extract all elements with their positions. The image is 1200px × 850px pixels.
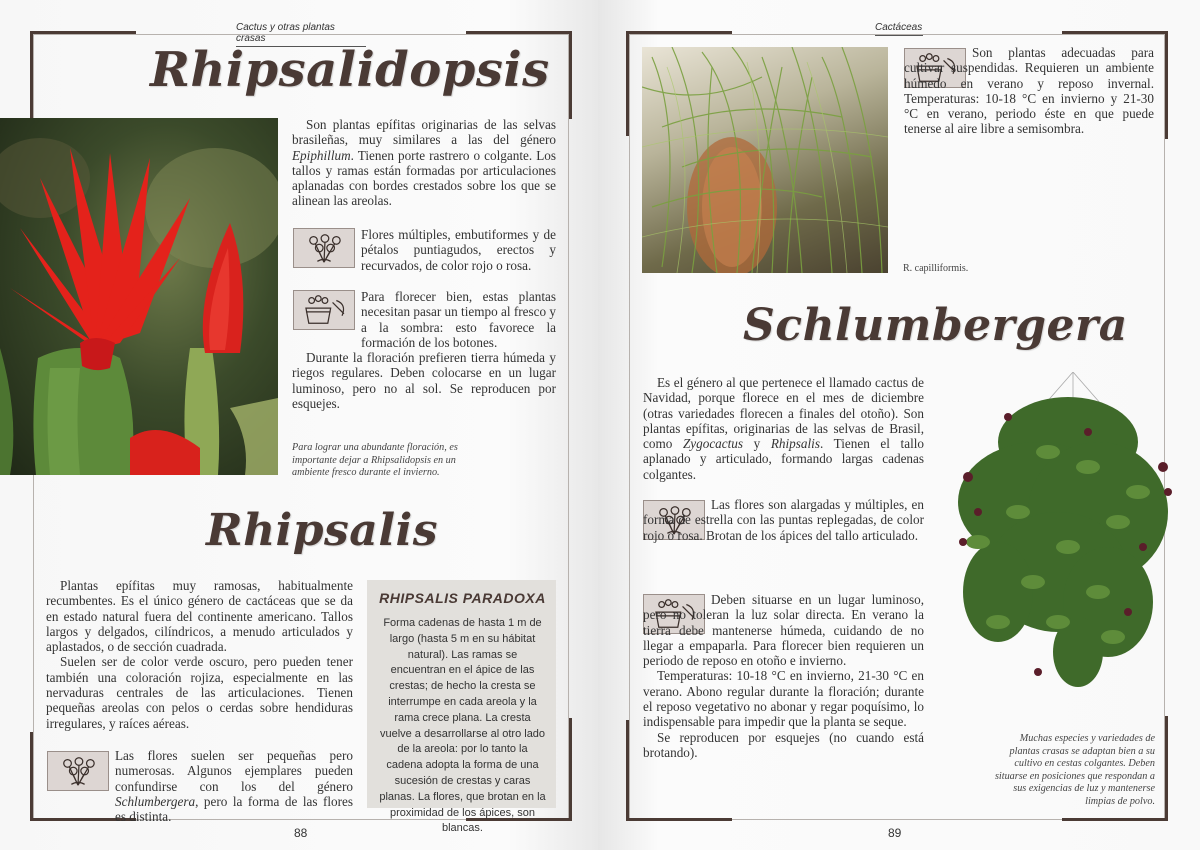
frame-corner bbox=[626, 720, 629, 821]
hanging-plant-illustration bbox=[938, 372, 1178, 702]
capilliformis-caption: R. capilliformis. bbox=[903, 263, 969, 274]
left-page bbox=[0, 0, 598, 850]
rhipsalis-flowers: Las flores suelen ser pequeñas pero numerosas. Algunos ejemplares pueden confundirse con los del género Schlumbergera, pero la forma de las flores es distinta. bbox=[115, 748, 353, 825]
page-number-right: 89 bbox=[888, 826, 902, 840]
watering-can-pot-icon bbox=[293, 290, 355, 330]
rhipsalidopsis-intro bbox=[292, 117, 556, 209]
rhipsalidopsis-care-2: Durante la floración prefieren tierra húmeda y riegos regulares. Deben colocarse en un lugar luminoso, pero no al sol. Se reproducen por esquejes. bbox=[292, 350, 556, 411]
frame-corner bbox=[1165, 31, 1168, 139]
red-flower-illustration bbox=[0, 118, 278, 475]
title-rhipsalidopsis: Rhipsalidopsis bbox=[150, 42, 550, 98]
sidebar-title: RHIPSALIS PARADOXA bbox=[379, 590, 546, 606]
title-schlumbergera: Schlumbergera bbox=[743, 300, 1128, 351]
schlumbergera-care: Deben situarse en un lugar luminoso, pero no toleran la luz solar directa. En verano la tierra debe mantenerse húmeda, cuidando de no llegar a empaparla. Para florecer bien requieren un periodo de reposo en otoño e invierno. Temperaturas: 10-18 °C en invierno, 21-30 °C en verano. Abono regular durante la floración; durante el reposo vegetativo no abonar y regar poquísimo, lo indispensable para impedir que la planta se seque. Se reproducen por esquejes (no cuando está brotando). bbox=[643, 592, 924, 760]
right-page bbox=[598, 0, 1200, 850]
hanging-basket-photo bbox=[938, 372, 1178, 702]
intro-text-cont: . Tienen porte rastrero o colgante. Los tallos y ramas están formadas por articulaciones aplanadas con bordes crestados sobre los que se alinean las areolas. bbox=[292, 147, 556, 209]
rhipsalis-paradoxa-sidebar bbox=[367, 580, 556, 835]
frame-corner bbox=[626, 31, 629, 136]
rhipsalis-description: Plantas epífitas muy ramosas, habitualmente recumbentes. Es el único género de cactáceas que se da en estado natural fuera del continente americano. Tallos largos y delgados, cilíndricos, a menudo articulados y aplastados, o de sección cuadrada. Suelen ser de color verde oscuro, pero pueden tener también una coloración rojiza, especialmente en las nervaduras centrales de las articulaciones. Tienen pequeñas areolas con pelos o cerdas sobre hendiduras irregulares, y raíces aéreas. bbox=[46, 578, 353, 731]
rhipsalidopsis-photo bbox=[0, 118, 278, 475]
hanging-stems-illustration bbox=[642, 47, 888, 273]
frame-corner bbox=[626, 31, 732, 34]
intro-genus: Epiphillum bbox=[292, 147, 351, 163]
rhipsalis-care: Son plantas adecuadas para cultivar suspendidas. Requieren un ambiente húmedo en verano y reposo invernal. Temperaturas: 10-18 °C en invierno y 21-30 °C en verano, periodo éste en que puede tenerse al aire libre a semisombra. bbox=[904, 45, 1154, 137]
frame-corner bbox=[466, 31, 572, 34]
sidebar-text: Forma cadenas de hasta 1 m de largo (hasta 5 m en su hábitat natural). Las ramas se encuentran en el ápice de las crestas; de hecho la cresta se interrumpe en cada areola y la rama crece plana. La cresta vuelve a desarrollarse al otro lado de la areola: por lo tanto la cadena adopta la forma de una sucesión de crestas y caras planas. La flores, que brotan en la proximidad de los ápices, son blancas. bbox=[379, 617, 546, 835]
frame-corner bbox=[1165, 716, 1168, 821]
hanging-basket-caption: Muchas especies y variedades de plantas crasas se adaptan bien a su cultivo en cestas colgantes. Deben situarse en posiciones que respondan a sus exigencias de luz y mantenerse limpias de polvo. bbox=[994, 733, 1155, 807]
rhipsalidopsis-care-1: Para florecer bien, estas plantas necesitan pasar un tiempo al fresco y a la sombra: esto favorece la formación de los botones. bbox=[361, 289, 556, 350]
rhipsalidopsis-flowers: Flores múltiples, embutiformes y de pétalos puntiagudos, erectos y recurvados, de color rojo o rosa. bbox=[361, 227, 556, 273]
frame-corner bbox=[569, 31, 572, 119]
frame-corner bbox=[30, 31, 33, 121]
frame-corner bbox=[569, 718, 572, 821]
schlumbergera-flowers: Las flores son alargadas y múltiples, en forma de estrella con las puntas replegadas, de color rojo o rosa. Brotan de los ápices del tallo articulado. bbox=[643, 497, 924, 543]
rhipsalis-capilliformis-photo bbox=[642, 47, 888, 273]
frame-corner bbox=[626, 818, 732, 821]
title-rhipsalis: Rhipsalis bbox=[206, 505, 439, 556]
frame-corner bbox=[1062, 31, 1168, 34]
intro-text: Son plantas epífitas originarias de las selvas brasileñas, muy similares a las del género bbox=[292, 117, 556, 148]
page-number-left: 88 bbox=[294, 826, 308, 840]
frame-corner bbox=[1062, 818, 1168, 821]
running-head-right bbox=[875, 22, 923, 33]
rhipsalidopsis-caption: Para lograr una abundante floración, es importante dejar a Rhipsalidopsis en un ambiente fresco durante el invierno. bbox=[292, 442, 458, 478]
flowers-icon bbox=[293, 228, 355, 268]
frame-corner bbox=[30, 31, 136, 34]
running-head-text: Cactáceas bbox=[875, 22, 923, 33]
running-head-text: Cactus y otras plantas crasas bbox=[236, 22, 335, 44]
flowers-icon bbox=[47, 751, 109, 791]
schlumbergera-intro: Es el género al que pertenece el llamado cactus de Navidad, porque florece en el mes de diciembre (otras variedades florecen a finales del otoño). Son plantas epífitas, originarias de las selvas de Brasil, como Zygocactus y Rhipsalis. Tienen el tallo aplanado y articulado, formando largas cadenas colgantes. bbox=[643, 375, 924, 482]
frame-corner bbox=[30, 732, 33, 821]
